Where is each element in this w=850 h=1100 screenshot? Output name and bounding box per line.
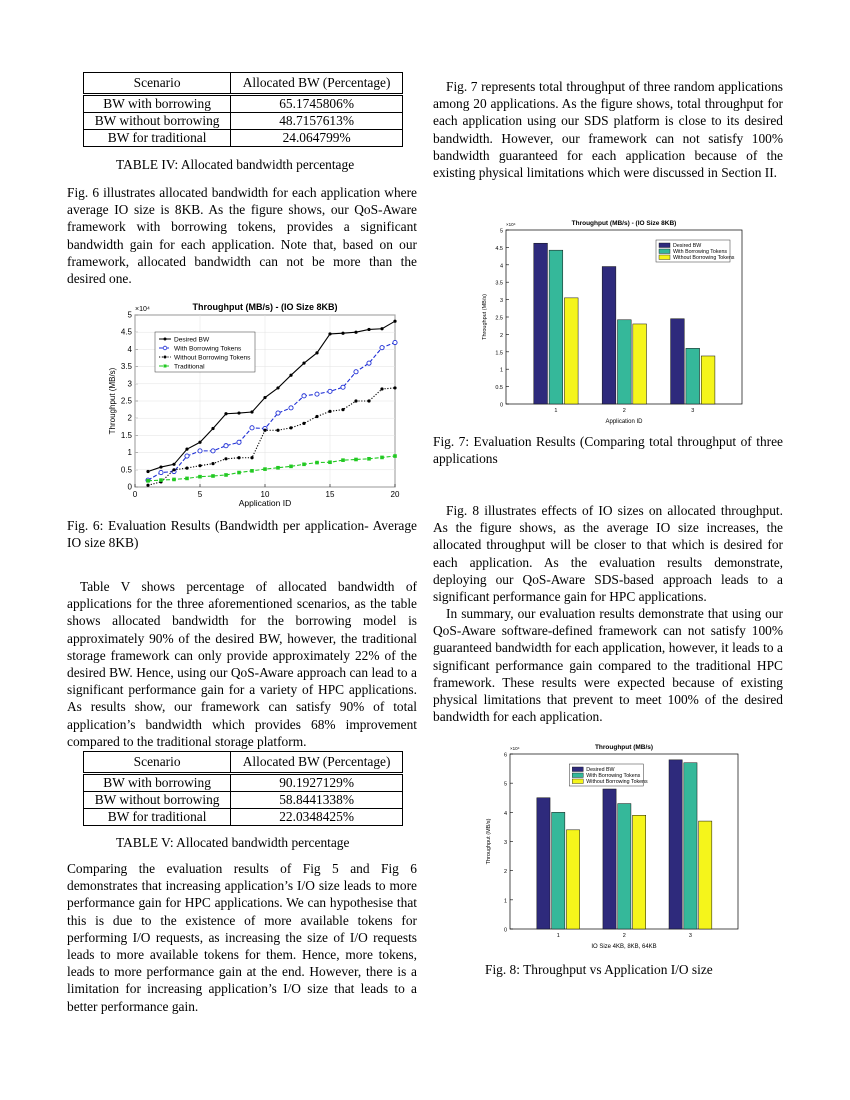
x-tick-label: 1 <box>556 933 560 939</box>
y-tick-label: 5 <box>499 228 503 235</box>
table-header: Scenario <box>84 73 231 95</box>
table-row: BW for traditional 22.0348425% <box>84 809 403 826</box>
y-tick-label: 0 <box>499 402 503 409</box>
legend-label: Traditional <box>174 363 205 371</box>
bar-0-2 <box>671 319 685 404</box>
y-tick-label: 4 <box>503 810 507 817</box>
data-point <box>328 389 332 393</box>
x-tick-label: 2 <box>622 933 626 939</box>
data-point <box>315 392 319 396</box>
data-point <box>250 426 254 430</box>
x-tick-label: 2 <box>622 408 626 414</box>
y-axis-label: Throughput (MB/s) <box>486 818 492 865</box>
chart-title: Throughput (MB/s) - (IO Size 8KB) <box>571 220 677 227</box>
y-tick-label: 3.5 <box>120 362 132 372</box>
legend-swatch <box>659 249 670 254</box>
data-point <box>302 394 306 398</box>
data-point <box>341 408 344 411</box>
bar-2-1 <box>633 324 647 404</box>
data-point <box>263 467 267 471</box>
data-point <box>354 331 357 334</box>
data-point <box>393 386 396 389</box>
legend-swatch <box>572 779 583 784</box>
legend-label: With Borrowing Tokens <box>586 773 641 779</box>
y-tick-label: 0.5 <box>495 385 503 392</box>
data-point <box>289 406 293 410</box>
data-point <box>380 456 384 460</box>
data-point <box>198 441 201 444</box>
data-point <box>276 411 280 415</box>
bar-1-0 <box>552 812 565 929</box>
table-row: BW with borrowing 90.1927129% <box>84 774 403 792</box>
legend-swatch <box>572 767 583 772</box>
y-tick-label: 3.5 <box>495 280 503 287</box>
data-point <box>393 320 396 323</box>
legend-marker <box>164 365 167 368</box>
chart-title: Throughput (MB/s) <box>594 744 654 751</box>
data-point <box>185 466 188 469</box>
bar-0-1 <box>602 267 616 404</box>
data-point <box>302 462 306 466</box>
y-axis-label: Throughput (MB/s) <box>108 367 117 435</box>
data-point <box>172 463 175 466</box>
y-tick-label: 3 <box>499 298 503 305</box>
data-point <box>159 478 163 482</box>
paragraph-fig6: Fig. 6 illustrates allocated bandwidth for each application where average IO size is 8KB. As the figure shows, our QoS-Aware framework with borrowing tokens, provides a significant bandwidth gain for each application. Note that, based on our framework, allocated bandwidth can not be more than the desired one. <box>67 185 417 287</box>
data-point <box>328 410 331 413</box>
y-tick-label: 1 <box>127 448 132 458</box>
paragraph-compare: Comparing the evaluation results of Fig 5 and Fig 6 demonstrates that increasing application’s I/O size leads to more performance gain for HPC applications. We can hypothesise that this is due to the existence of more available tokens for performing I/O requests, as increasing the size of I/O requests leads to more available tokens for them. Hence, more tokens, leads to more performance gain at the end. However, there is a limitation for increasing application’s I/O size that leads to a better performance gain. <box>67 861 417 1014</box>
y-tick-label: 3 <box>503 840 507 846</box>
data-point <box>276 386 279 389</box>
data-point <box>393 454 397 458</box>
paragraph-table5: Table V shows percentage of allocated bandwidth of applications for the three aforementioned scenarios, as the table shows allocated bandwidth for the borrowing model is approximately 90% of the desired BW, however, the traditional storage framework can only provide approximately 22% of the desired BW. Hence, using our QoS-Aware approach can lead to a significant performance gain for a variety of HPC applications. As results show, our framework can satisfy 90% of total application’s bandwidth which provides 68% improvement compared to the traditional storage platform. <box>67 579 417 749</box>
figure-8-bar-chart <box>488 740 743 955</box>
data-point <box>289 374 292 377</box>
bar-1-0 <box>549 250 563 404</box>
table-iv <box>83 72 403 147</box>
table-row: BW without borrowing 58.8441338% <box>84 792 403 809</box>
y-tick-label: 2.5 <box>495 315 503 322</box>
data-point <box>302 362 305 365</box>
table-row: BW for traditional 24.064799% <box>84 130 403 147</box>
data-point <box>172 468 175 471</box>
legend-label: Desired BW <box>673 243 702 249</box>
table-row: BW without borrowing 48.7157613% <box>84 113 403 130</box>
legend-label: Without Borrowing Tokens <box>673 255 735 261</box>
data-point <box>250 410 253 413</box>
data-point <box>367 399 370 402</box>
bar-0-2 <box>669 760 682 929</box>
bar-2-1 <box>633 815 646 929</box>
x-tick-label: 0 <box>132 490 138 499</box>
y-tick-label: 2 <box>499 332 503 339</box>
data-point <box>185 454 189 458</box>
y-tick-label: 1 <box>503 898 507 905</box>
data-point <box>237 440 241 444</box>
data-point <box>328 332 331 335</box>
fig7-caption: Fig. 7: Evaluation Results (Comparing total throughput of three applications <box>433 434 783 467</box>
data-point <box>341 385 345 389</box>
x-tick-label: 1 <box>554 408 558 414</box>
data-point <box>146 484 149 487</box>
data-point <box>276 466 280 470</box>
data-point <box>380 387 383 390</box>
table-header: Allocated BW (Percentage) <box>231 752 403 774</box>
y-axis-label: Throughput (MB/s) <box>482 294 488 340</box>
data-point <box>211 474 215 478</box>
legend-label: Desired BW <box>174 336 210 344</box>
data-point <box>354 370 358 374</box>
y-tick-label: 4.5 <box>120 327 132 337</box>
data-point <box>237 456 240 459</box>
data-point <box>198 464 201 467</box>
bar-1-1 <box>618 320 632 404</box>
bar-1-2 <box>684 763 697 929</box>
legend-swatch <box>659 243 670 248</box>
paragraph-summary: In summary, our evaluation results demonstrate that using our QoS-Aware software-defined framework can not satisfy 100% guaranteed bandwidth for each application, however, it leads to a significant performance gain compared to the traditional HPC framework. These results were expected because of existing physical limitations that prevent to meet 100% of the desired bandwidth for each application. <box>433 606 783 725</box>
data-point <box>302 422 305 425</box>
bar-0-1 <box>603 789 616 929</box>
data-point <box>224 412 227 415</box>
data-point <box>263 396 266 399</box>
data-point <box>250 469 254 473</box>
legend-marker <box>163 346 167 350</box>
y-tick-label: 4 <box>127 344 132 354</box>
data-point <box>367 361 371 365</box>
data-point <box>380 346 384 350</box>
data-point <box>393 340 397 344</box>
data-point <box>172 478 176 482</box>
x-tick-label: 15 <box>325 490 335 499</box>
y-tick-label: 2 <box>503 869 507 876</box>
y-tick-label: 0 <box>503 927 507 934</box>
x-tick-label: 10 <box>260 490 270 499</box>
x-tick-label: 5 <box>197 490 203 499</box>
table-iv-caption: TABLE IV: Allocated bandwidth percentage <box>116 157 355 172</box>
bar-1-1 <box>618 804 631 929</box>
figure-6-line-chart <box>107 296 407 511</box>
axis-exponent: ×10⁴ <box>510 746 520 751</box>
fig8-caption: Fig. 8: Throughput vs Application I/O size <box>485 962 713 977</box>
data-point <box>146 479 150 483</box>
y-tick-label: 6 <box>503 752 507 759</box>
data-point <box>341 332 344 335</box>
data-point <box>354 458 358 462</box>
data-point <box>198 475 202 479</box>
legend-label: With Borrowing Tokens <box>174 345 242 353</box>
legend-marker <box>164 356 167 359</box>
data-point <box>159 465 162 468</box>
data-point <box>315 351 318 354</box>
data-point <box>211 427 214 430</box>
data-point <box>224 473 228 477</box>
y-tick-label: 2.5 <box>120 396 132 406</box>
figure-7-bar-chart <box>478 213 748 428</box>
data-point <box>250 456 253 459</box>
bar-2-0 <box>566 830 579 929</box>
x-axis-label: Application ID <box>238 498 292 508</box>
bar-2-2 <box>699 821 712 929</box>
legend-swatch <box>572 773 583 778</box>
data-point <box>159 470 163 474</box>
legend-label: Without Borrowing Tokens <box>174 354 251 362</box>
y-tick-label: 4 <box>499 263 503 270</box>
y-tick-label: 0.5 <box>120 465 132 475</box>
data-point <box>146 470 149 473</box>
table-v-caption: TABLE V: Allocated bandwidth percentage <box>116 835 350 850</box>
data-point <box>367 457 371 461</box>
chart-title: Throughput (MB/s) - (IO Size 8KB) <box>192 302 338 312</box>
data-point <box>198 449 202 453</box>
bar-1-2 <box>686 348 700 404</box>
x-tick-label: 3 <box>688 933 692 939</box>
x-axis-label: Application ID <box>605 419 643 425</box>
table-row: BW with borrowing 65.1745806% <box>84 95 403 113</box>
data-point <box>341 458 345 462</box>
y-tick-label: 1 <box>499 367 503 374</box>
data-point <box>224 444 228 448</box>
data-point <box>380 327 383 330</box>
y-tick-label: 5 <box>127 310 132 320</box>
y-tick-label: 1.5 <box>120 430 132 440</box>
paragraph-fig7: Fig. 7 represents total throughput of three random applications among 20 applications. As the figure shows, total throughput for each application using our SDS platform is close to its desired bandwidth. However, our framework can not satisfy 100% bandwidth guaranteed for each application because of the existing physical limitations which were discussed in Section II. <box>433 79 783 181</box>
data-point <box>224 457 227 460</box>
axis-exponent: ×10⁴ <box>506 222 516 227</box>
y-tick-label: 4.5 <box>495 245 503 252</box>
table-header: Allocated BW (Percentage) <box>231 73 403 95</box>
y-tick-label: 5 <box>503 781 507 788</box>
y-tick-label: 2 <box>127 413 132 423</box>
table-header: Scenario <box>84 752 231 774</box>
x-tick-label: 20 <box>390 490 400 499</box>
data-point <box>263 429 266 432</box>
legend-label: Desired BW <box>586 767 615 773</box>
legend-marker <box>164 338 167 341</box>
data-point <box>276 429 279 432</box>
data-point <box>185 448 188 451</box>
bar-0-0 <box>537 798 550 929</box>
x-tick-label: 3 <box>691 408 695 414</box>
data-point <box>237 411 240 414</box>
data-point <box>237 471 241 475</box>
y-tick-label: 0 <box>127 482 132 492</box>
data-point <box>328 460 332 464</box>
data-point <box>185 477 189 481</box>
data-point <box>289 465 293 469</box>
legend-label: With Borrowing Tokens <box>673 249 728 255</box>
bar-2-0 <box>564 298 578 404</box>
bar-0-0 <box>534 243 548 404</box>
y-tick-label: 3 <box>127 379 132 389</box>
x-axis-label: IO Size 4KB, 8KB, 64KB <box>591 944 657 950</box>
data-point <box>289 426 292 429</box>
data-point <box>354 399 357 402</box>
data-point <box>315 415 318 418</box>
fig6-caption: Fig. 6: Evaluation Results (Bandwidth per application- Average IO size 8KB) <box>67 518 417 551</box>
paragraph-fig8: Fig. 8 illustrates effects of IO sizes on allocated throughput. As the figure shows, as the average IO size increases, the allocated throughput will be closer to that which is desired for each application. As the evaluation results demonstrate, deploying our QoS-Aware SDS-based approach leads to a significant performance gain for HPC applications. <box>433 503 783 605</box>
data-point <box>211 449 215 453</box>
data-point <box>367 328 370 331</box>
legend-label: Without Borrowing Tokens <box>586 779 648 785</box>
bar-2-2 <box>701 356 715 404</box>
axis-exponent: ×10⁴ <box>135 306 150 313</box>
y-tick-label: 1.5 <box>495 350 503 357</box>
data-point <box>315 461 319 465</box>
legend-swatch <box>659 255 670 260</box>
table-v <box>83 751 403 826</box>
data-point <box>211 462 214 465</box>
